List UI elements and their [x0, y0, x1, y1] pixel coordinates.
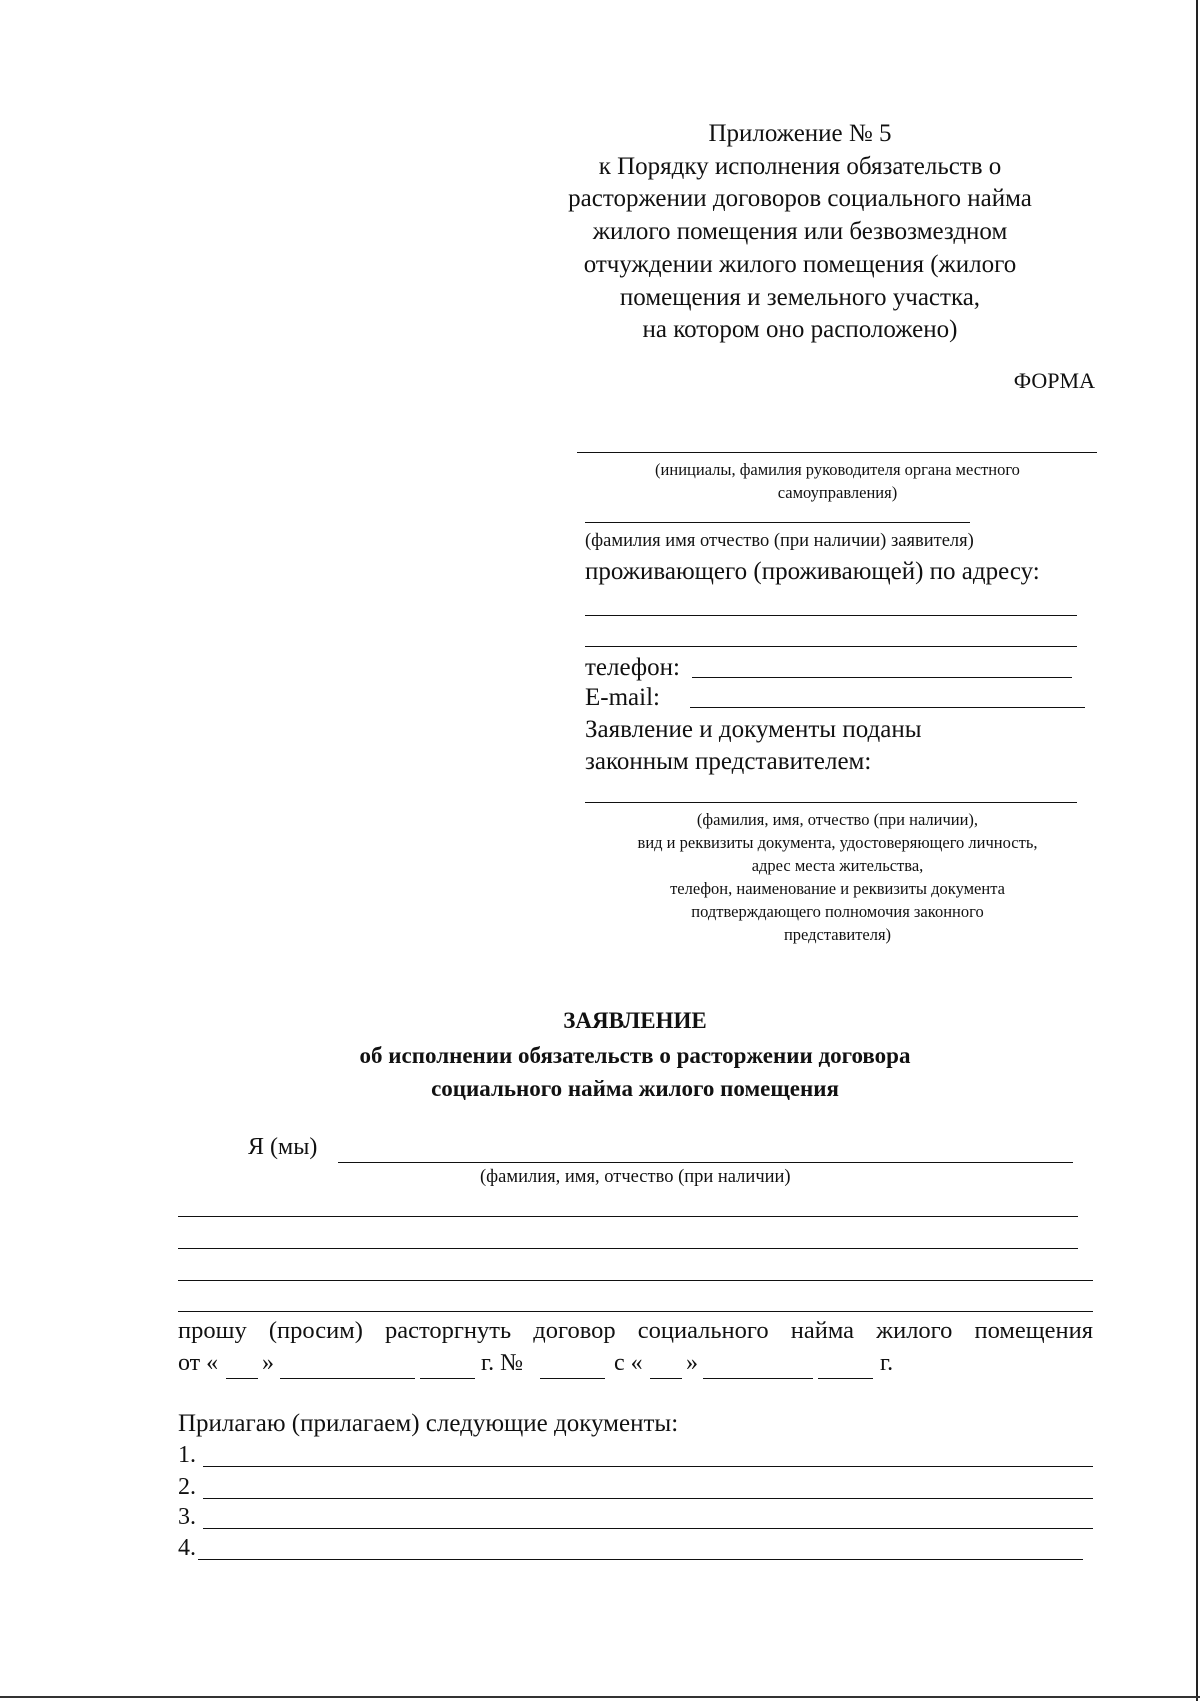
appendix-line: Приложение № 5 [708, 120, 892, 147]
attach-item-line-3[interactable] [203, 1528, 1093, 1529]
attach-item-line-4[interactable] [198, 1559, 1083, 1560]
since-year-field[interactable] [818, 1378, 873, 1379]
appendix-line: жилого помещения или безвозмездном [592, 218, 1008, 246]
head-name-line[interactable] [577, 452, 1097, 453]
full-name-caption: (фамилия, имя, отчество (при наличии) [480, 1167, 791, 1187]
contract-day-field[interactable] [226, 1378, 258, 1379]
email-field-line[interactable] [690, 707, 1085, 708]
residing-label: проживающего (проживающей) по адресу: [585, 558, 1040, 585]
attach-item-number: 4. [178, 1535, 196, 1561]
attach-item-number: 3. [178, 1504, 196, 1530]
applicant-full-name-line[interactable] [338, 1162, 1073, 1163]
appendix-line: к Порядку исполнения обязательств о [598, 152, 1002, 180]
name-extra-line-2[interactable] [178, 1248, 1078, 1249]
address-line-2[interactable] [585, 646, 1077, 647]
email-label: E-mail: [585, 684, 660, 711]
name-extra-line-1[interactable] [178, 1216, 1078, 1217]
statement-title: ЗАЯВЛЕНИЕ [563, 1008, 707, 1033]
address-line-1[interactable] [585, 615, 1077, 616]
attach-item-number: 1. [178, 1442, 196, 1468]
year-number-label: г. № [481, 1350, 524, 1376]
applicant-name-line[interactable] [585, 522, 970, 523]
head-caption-line: самоуправления) [777, 483, 898, 502]
phone-label: телефон: [585, 654, 680, 681]
contract-month-field[interactable] [280, 1378, 415, 1379]
page-edge-right [1196, 0, 1198, 1701]
attach-item-line-1[interactable] [203, 1466, 1093, 1467]
i-we-label: Я (мы) [248, 1134, 318, 1160]
applicant-caption: (фамилия имя отчество (при наличии) заявителя) [585, 531, 974, 551]
name-extra-line-3[interactable] [178, 1280, 1093, 1281]
head-caption-line: (инициалы, фамилия руководителя органа местного [655, 460, 1020, 479]
appendix-line: отчуждении жилого помещения (жилого [583, 250, 1017, 278]
appendix-line: помещения и земельного участка, [619, 283, 981, 311]
statement-subtitle-2: социального найма жилого помещения [431, 1076, 839, 1101]
appendix-line: расторжении договоров социального найма [568, 185, 1032, 213]
rep-caption-line: (фамилия, имя, отчество (при наличии), [696, 810, 979, 829]
representative-label-1: Заявление и документы поданы [585, 716, 922, 743]
rep-caption-line: представителя) [783, 925, 892, 944]
rep-caption-line: телефон, наименование и реквизиты документа [670, 879, 1005, 898]
rep-caption-line: вид и реквизиты документа, удостоверяющего личность, [637, 833, 1038, 852]
statement-subtitle-1: об исполнении обязательств о расторжении договора [359, 1043, 911, 1068]
appendix-line: на котором оно расположено) [642, 316, 958, 344]
attach-item-number: 2. [178, 1474, 196, 1500]
year-end-label: г. [880, 1350, 894, 1376]
name-extra-line-4[interactable] [178, 1311, 1093, 1312]
contract-year-field[interactable] [420, 1378, 475, 1379]
request-text: прошу (просим) расторгнуть договор социального найма жилого помещения [178, 1317, 1093, 1344]
attach-label: Прилагаю (прилагаем) следующие документы: [178, 1410, 679, 1437]
phone-field-line[interactable] [692, 677, 1072, 678]
quote-close: » [262, 1350, 274, 1376]
page-edge-bottom [0, 1696, 1200, 1698]
representative-caption [565, 808, 1110, 946]
attach-item-line-2[interactable] [203, 1498, 1093, 1499]
form-label: ФОРМА [1013, 368, 1095, 393]
representative-label-2: законным представителем: [585, 748, 872, 775]
since-month-field[interactable] [703, 1378, 813, 1379]
contract-number-field[interactable] [540, 1378, 605, 1379]
rep-caption-line: адрес места жительства, [751, 856, 924, 875]
representative-line[interactable] [585, 802, 1077, 803]
appendix-block [520, 118, 1080, 347]
from-label: от « [178, 1350, 219, 1376]
quote-close-2: » [686, 1350, 698, 1376]
rep-caption-line: подтверждающего полномочия законного [691, 902, 984, 921]
since-day-field[interactable] [650, 1378, 682, 1379]
since-label: с « [614, 1350, 643, 1376]
head-caption [565, 458, 1110, 504]
